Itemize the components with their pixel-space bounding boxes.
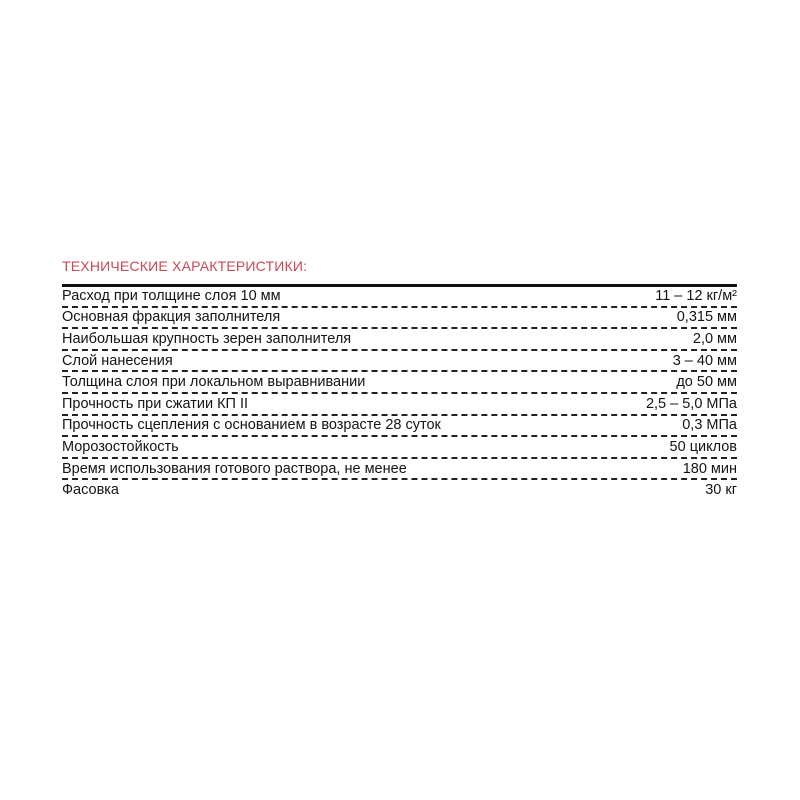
table-row [62,414,737,436]
row-label: Наибольшая крупность зерен заполнителя [62,330,352,347]
row-label: Основная фракция заполнителя [62,309,281,326]
spec-sheet [62,258,737,500]
table-row [62,392,737,414]
table-row [62,478,737,500]
row-label: Толщина слоя при локальном выравнивании [62,374,366,391]
row-value: 0,3 МПа [682,417,737,434]
spec-table [62,284,737,500]
table-row [62,349,737,371]
row-label: Слой нанесения [62,352,173,369]
page-title: ТЕХНИЧЕСКИЕ ХАРАКТЕРИСТИКИ: [62,258,308,274]
row-label: Прочность сцепления с основанием в возрасте 28 суток [62,417,441,434]
row-value: 50 циклов [669,438,737,455]
row-label: Время использования готового раствора, не менее [62,460,407,477]
row-label: Прочность при сжатии КП II [62,395,249,412]
row-label: Морозостойкость [62,438,179,455]
row-value: 2,5 – 5,0 МПа [645,395,737,412]
table-row [62,327,737,349]
row-value: 180 мин [682,460,737,477]
row-value: 0,315 мм [676,309,737,326]
table-row [62,284,737,306]
row-label: Расход при толщине слоя 10 мм [62,288,281,305]
row-label: Фасовка [62,482,119,499]
row-value: 2,0 мм [692,330,737,347]
row-value: 3 – 40 мм [672,352,737,369]
row-value: до 50 мм [676,374,737,391]
table-row [62,435,737,457]
table-row [62,306,737,328]
table-row [62,457,737,479]
table-row [62,370,737,392]
row-value: 30 кг [705,482,737,499]
row-value: 11 – 12 кг/м² [655,288,737,305]
